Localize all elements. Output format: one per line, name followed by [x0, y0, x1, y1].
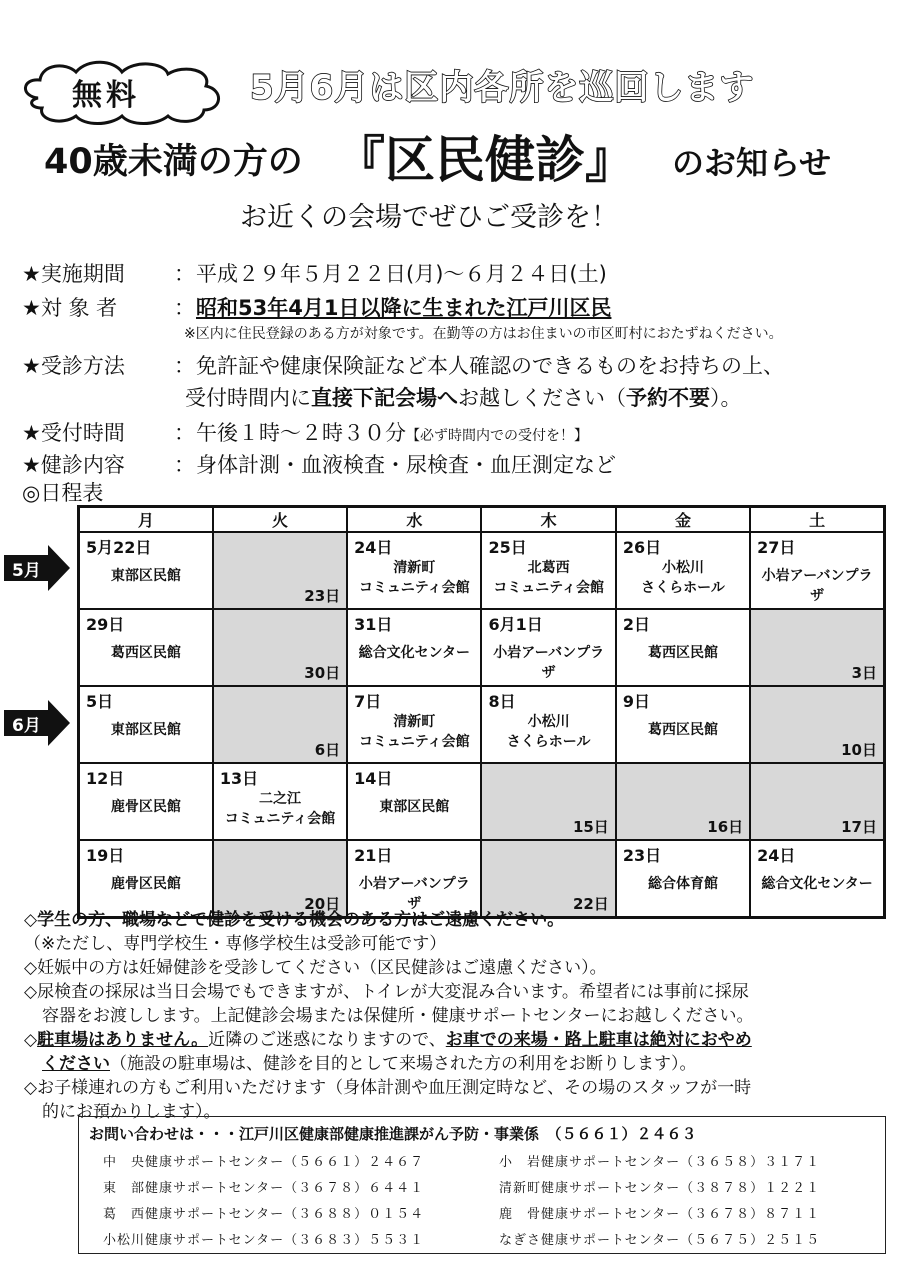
info-period	[22, 258, 607, 288]
exam-venue: 小岩アーバンプラザ	[493, 645, 605, 681]
closed-day-date: 3日	[851, 664, 877, 682]
exam-day-cell	[616, 840, 750, 918]
exam-date: 2日	[622, 615, 650, 634]
note-text: 近隣のご迷惑になりますので、	[208, 1030, 446, 1050]
exam-date: 29日	[86, 615, 125, 634]
method-text: 受付時間内に	[185, 386, 311, 410]
exam-date: 5日	[86, 692, 114, 711]
exam-venue: 清新町	[393, 714, 436, 730]
closed-day-cell	[750, 686, 884, 763]
exam-day-cell	[347, 532, 481, 609]
exam-day-cell	[347, 763, 481, 840]
exam-venue: 東部区民館	[379, 799, 450, 815]
closed-day-cell	[750, 763, 884, 840]
contact-header: お問い合わせは・・・江戸川区健康部健康推進課がん予防・事業係 （５６６１）２４６３	[89, 1125, 697, 1143]
note-pregnant: ◇妊娠中の方は妊婦健診を受診してください（区民健診はご遠慮ください）。	[24, 958, 607, 978]
exam-day-cell	[616, 686, 750, 763]
exam-date: 19日	[86, 846, 125, 865]
exam-venue: 北葛西	[527, 560, 570, 576]
closed-day-date: 16日	[707, 818, 744, 836]
exam-venue: 葛西区民館	[647, 645, 718, 661]
note-children-2: 的にお預かりします）。	[42, 1102, 221, 1122]
headline-tour: 5月6月は区内各所を巡回します	[250, 68, 755, 108]
exam-venue-line2: コミュニティ会館	[493, 580, 604, 596]
exam-date: 12日	[86, 769, 125, 788]
contact-center: 鹿 骨健康サポートセンター（３６７８）８７１１	[499, 1207, 821, 1222]
method-no-reservation: 予約不要	[626, 386, 710, 410]
exam-date: 21日	[354, 846, 393, 865]
may-label: 5月	[12, 561, 41, 581]
closed-day-date: 15日	[572, 818, 609, 836]
method-value-2	[185, 382, 742, 412]
method-label: ★受診方法	[22, 354, 125, 378]
exam-day-cell	[347, 609, 481, 686]
colon: ：	[174, 262, 195, 286]
note-no-parking: 駐車場はありません。	[37, 1030, 209, 1050]
notes	[24, 908, 884, 1124]
weekday-wed: 水	[347, 507, 481, 533]
weekday-thu: 木	[481, 507, 615, 533]
closed-day-date: 30日	[304, 664, 341, 682]
exam-date: 27日	[757, 538, 796, 557]
closed-day-cell	[213, 532, 347, 609]
content-value: 身体計測・血液検査・尿検査・血圧測定など	[196, 453, 616, 477]
note-no-car-end: ください	[42, 1054, 110, 1074]
time-label: ★受付時間	[22, 421, 125, 445]
exam-venue: 東部区民館	[110, 568, 181, 584]
exam-date: 13日	[219, 769, 259, 788]
exam-date: 9日	[622, 692, 650, 711]
method-text: ）。	[710, 386, 742, 410]
schedule-row	[79, 763, 885, 840]
exam-venue: 東部区民館	[110, 722, 181, 738]
weekday-mon: 月	[79, 507, 213, 533]
free-badge: 無料	[72, 78, 140, 113]
exam-day-cell	[481, 686, 615, 763]
weekday-header-row	[79, 507, 885, 533]
closed-day-cell	[750, 609, 884, 686]
note-mark: ◇	[24, 1030, 38, 1050]
closed-day-date: 6日	[314, 741, 341, 759]
weekday-fri: 金	[616, 507, 750, 533]
note-urine-1: ◇尿検査の採尿は当日会場でもできますが、トイレが大変混み合います。希望者には事前に採尿	[24, 982, 749, 1002]
exam-day-cell	[750, 532, 884, 609]
target-value: 昭和53年4月1日以降に生まれた江戸川区民	[196, 296, 612, 320]
info-content	[22, 449, 616, 479]
exam-venue: 小松川	[527, 714, 570, 730]
schedule-title: ◎日程表	[22, 481, 104, 505]
headline-notice: のお知らせ	[672, 144, 832, 182]
exam-venue-line2: コミュニティ会館	[359, 580, 470, 596]
method-direct: 直接下記会場へ	[311, 386, 458, 410]
exam-venue: 小岩アーバンプラザ	[761, 568, 873, 604]
exam-day-cell	[616, 532, 750, 609]
exam-day-cell	[79, 532, 213, 609]
exam-day-cell	[750, 840, 884, 918]
exam-venue-line2: さくらホール	[506, 734, 591, 750]
june-label: 6月	[12, 716, 41, 736]
exam-day-cell	[213, 763, 347, 840]
exam-venue: 葛西区民館	[110, 645, 181, 661]
headline-target: 40歳未満の方の	[44, 142, 303, 182]
exam-venue-line2: コミュニティ会館	[224, 811, 336, 827]
note-parking-2	[24, 1052, 884, 1076]
schedule-row	[79, 609, 885, 686]
note-no-car: お車での来場・路上駐車は絶対におやめ	[445, 1030, 752, 1050]
period-label: ★実施期間	[22, 262, 125, 286]
exam-date: 7日	[354, 692, 382, 711]
exam-venue: 二之江	[258, 791, 301, 807]
contact-center: 清新町健康サポートセンター（３８７８）１２２１	[499, 1181, 821, 1196]
contact-center: 小松川健康サポートセンター（３６８３）５５３１	[103, 1233, 425, 1248]
closed-day-cell	[481, 763, 615, 840]
time-note: 【必ず時間内での受付を！】	[406, 428, 588, 444]
exam-day-cell	[79, 840, 213, 918]
exam-day-cell	[616, 609, 750, 686]
schedule-row	[79, 532, 885, 609]
closed-day-date: 22日	[572, 895, 609, 913]
contact-center: なぎさ健康サポートセンター（５６７５）２５１５	[499, 1233, 821, 1248]
content-label: ★健診内容	[22, 453, 125, 477]
note-children-1: ◇お子様連れの方もご利用いただけます（身体計測や血圧測定時など、その場のスタッフが一時	[24, 1078, 752, 1098]
exam-date: 6月1日	[488, 615, 543, 634]
closed-day-cell	[481, 840, 615, 918]
target-label: ★対 象 者	[22, 296, 118, 320]
colon: ：	[174, 421, 195, 445]
exam-day-cell	[79, 686, 213, 763]
exam-day-cell	[347, 686, 481, 763]
colon: ：	[174, 296, 195, 320]
contact-center: 東 部健康サポートセンター（３６７８）６４４１	[103, 1181, 425, 1196]
info-target	[22, 292, 611, 322]
closed-day-cell	[213, 686, 347, 763]
closed-day-date: 23日	[304, 587, 341, 605]
note-students-exception: （※ただし、専門学校生・専修学校生は受診可能です）	[24, 934, 447, 954]
exam-day-cell	[481, 609, 615, 686]
closed-day-cell	[213, 840, 347, 918]
method-text: お越しください（	[458, 386, 626, 410]
method-value-1: 免許証や健康保険証など本人確認のできるものをお持ちの上、	[196, 354, 784, 378]
contact-center: 中 央健康サポートセンター（５６６１）２４６７	[103, 1155, 425, 1170]
exam-day-cell	[481, 532, 615, 609]
schedule-row	[79, 840, 885, 918]
period-value: 平成２９年５月２２日(月)～６月２４日(土)	[196, 262, 607, 286]
schedule-table	[77, 505, 886, 919]
time-value: 午後１時～２時３０分	[196, 421, 406, 445]
note-urine-2: 容器をお渡しします。上記健診会場または保健所・健康サポートセンターにお越しください。	[42, 1006, 754, 1026]
exam-date: 24日	[354, 538, 393, 557]
contact-center: 小 岩健康サポートセンター（３６５８）３１７１	[499, 1155, 821, 1170]
exam-date: 26日	[622, 538, 662, 557]
schedule-row	[79, 686, 885, 763]
exam-venue: 鹿骨区民館	[110, 799, 181, 815]
exam-venue: 小岩アーバンプラザ	[358, 876, 470, 912]
exam-venue: 葛西区民館	[647, 722, 718, 738]
exam-venue: 総合文化センター	[358, 645, 471, 661]
colon: ：	[174, 354, 195, 378]
closed-day-cell	[213, 609, 347, 686]
exam-date: 25日	[488, 538, 527, 557]
closed-day-date: 17日	[841, 818, 877, 836]
exam-date: 5月22日	[86, 538, 152, 557]
exam-date: 23日	[622, 846, 662, 865]
exam-date: 31日	[354, 615, 393, 634]
weekday-tue: 火	[213, 507, 347, 533]
exam-venue: 総合文化センター	[761, 876, 873, 892]
headline-title: 『区民健診』	[335, 131, 635, 189]
closed-day-cell	[616, 763, 750, 840]
contact-center: 葛 西健康サポートセンター（３６８８）０１５４	[103, 1207, 425, 1222]
closed-day-date: 20日	[304, 895, 341, 913]
exam-date: 24日	[757, 846, 796, 865]
note-students: ◇学生の方、職場などで健診を受ける機会のある方はご遠慮ください。	[24, 910, 565, 930]
info-method	[22, 350, 784, 380]
headline-invite: お近くの会場でぜひご受診を！	[240, 202, 618, 233]
weekday-sat: 土	[750, 507, 884, 533]
exam-venue: 鹿骨区民館	[110, 876, 181, 892]
exam-day-cell	[347, 840, 481, 918]
colon: ：	[174, 453, 195, 477]
note-text: （施設の駐車場は、健診を目的として来場された方の利用をお断りします）。	[110, 1054, 697, 1074]
target-note: ※区内に住民登録のある方が対象です。在勤等の方はお住まいの市区町村におたずねください。	[184, 326, 783, 342]
contact-box	[78, 1116, 886, 1254]
exam-venue: 総合体育館	[647, 876, 718, 892]
exam-day-cell	[79, 763, 213, 840]
closed-day-date: 10日	[841, 741, 877, 759]
exam-date: 8日	[488, 692, 516, 711]
exam-venue: 清新町	[393, 560, 436, 576]
exam-day-cell	[79, 609, 213, 686]
exam-date: 14日	[354, 769, 393, 788]
exam-venue: 小松川	[661, 560, 704, 576]
info-time	[22, 417, 588, 447]
exam-venue-line2: コミュニティ会館	[359, 734, 470, 750]
note-parking-1	[24, 1028, 884, 1052]
exam-venue-line2: さくらホール	[641, 580, 725, 596]
